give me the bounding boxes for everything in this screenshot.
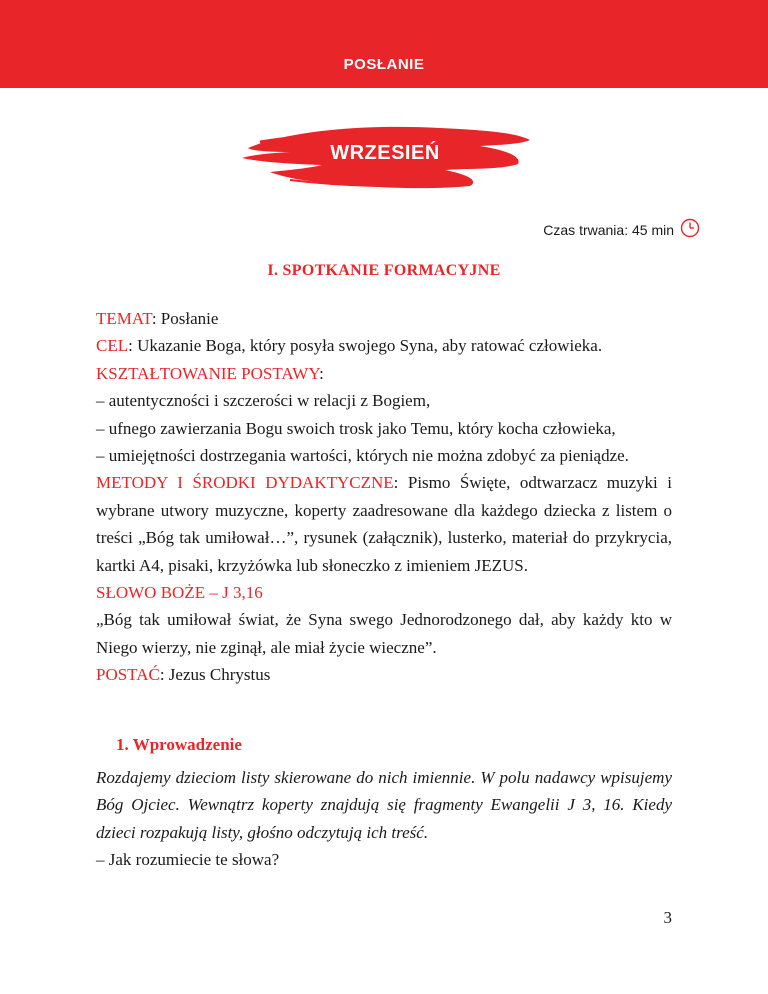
word-text: „Bóg tak umiłował świat, że Syna swego Jednorodzonego dał, aby każdy kto w Niego wierzy, nie zginął, ale miał życie wieczne”. [96, 610, 672, 657]
word-label: SŁOWO BOŻE – J 3,16 [96, 583, 263, 603]
intro-question: – Jak rozumiecie te słowa? [96, 850, 280, 870]
intro-italic-text: Rozdajemy dzieciom listy skierowane do nich imiennie. W polu nadawcy wpisujemy Bóg Ojciec. Wewnątrz koperty znajdują się fragmenty Ewangelii J 3, 16. Kiedy dzieci rozpakują listy, głośno odczytują ich treść. [96, 768, 672, 842]
section-heading: I. SPOTKANIE FORMACYJNE [267, 262, 501, 279]
figure-text: : Jezus Chrystus [159, 665, 271, 685]
methods-line [96, 469, 672, 579]
intro-body [96, 764, 672, 874]
topic-label: TEMAT [96, 309, 152, 328]
goal-label: CEL [96, 336, 129, 356]
attitude-item: – ufnego zawierzania Bogu swoich trosk jako Temu, który kocha człowieka, [96, 418, 616, 438]
methods-text: : Pismo Święte, odtwarzacz muzyki i wybrane utwory muzyczne, koperty zaadresowane dla każdego dziecka z listem o treści „Bóg tak umiłował…”, rysunek (załącznik), lusterko, materiał do przykrycia, kartki A4, pisaki, krzyżówka lub słoneczko z imieniem JEZUS. [96, 473, 672, 575]
clock-icon [680, 218, 700, 241]
goal-line [96, 332, 672, 359]
attitude-line [96, 360, 672, 387]
month-label: WRZESIEŃ [330, 142, 440, 164]
attitude-label: KSZTAŁTOWANIE POSTAWY [96, 363, 320, 383]
header-title: POSŁANIE [343, 56, 425, 73]
duration-text: Czas trwania: 45 min [543, 221, 674, 238]
figure-line [96, 661, 672, 688]
attitude-item: – autentyczności i szczerości w relacji z Bogiem, [96, 391, 431, 411]
methods-label: METODY I ŚRODKI DYDAKTYCZNE [96, 473, 394, 493]
lesson-details [96, 305, 672, 689]
page-number: 3 [663, 908, 672, 927]
duration [543, 218, 700, 241]
topic-text: : Posłanie [151, 309, 219, 328]
figure-label: POSTAĆ [96, 665, 160, 685]
header-band [0, 0, 768, 88]
attitude-item: – umiejętności dostrzegania wartości, których nie można zdobyć za pieniądze. [96, 446, 629, 466]
attitude-colon: : [319, 363, 324, 383]
intro-heading: 1. Wprowadzenie [116, 735, 242, 754]
month-banner [230, 118, 540, 198]
topic-line [96, 305, 672, 332]
goal-text: : Ukazanie Boga, który posyła swojego Syna, aby ratować człowieka. [128, 336, 603, 356]
